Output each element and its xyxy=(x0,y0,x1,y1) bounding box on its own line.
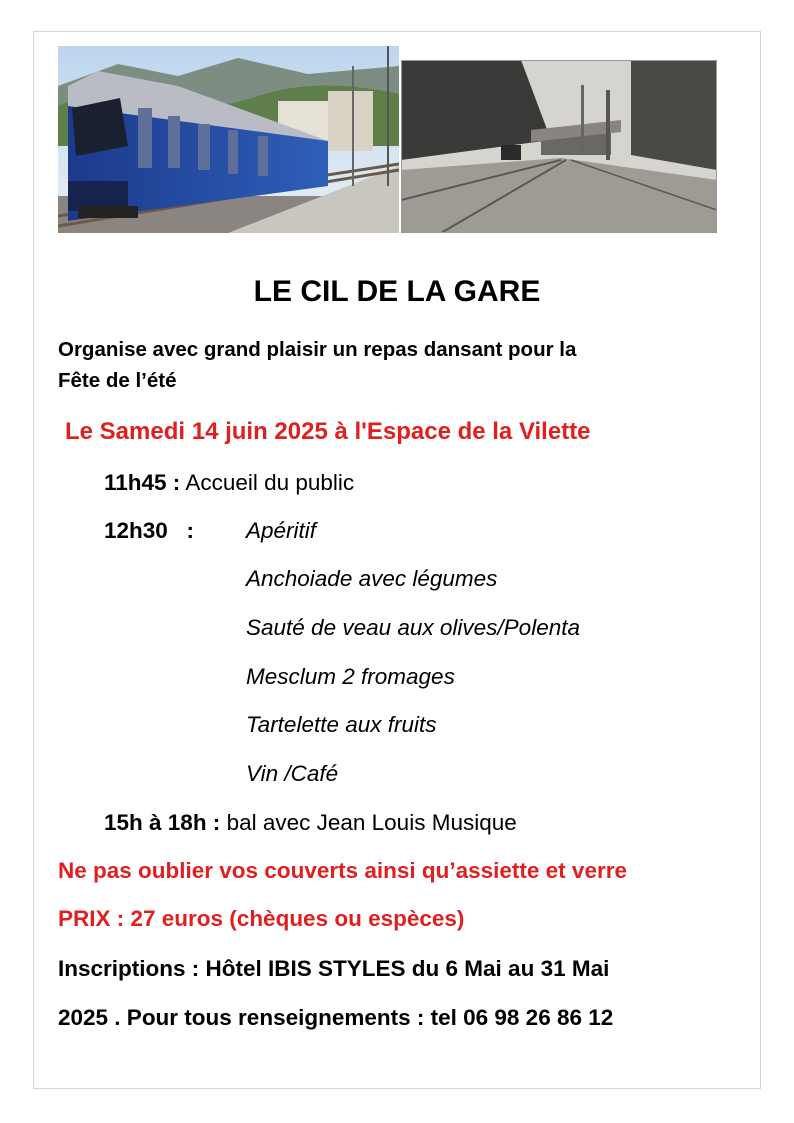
menu-item: Vin /Café xyxy=(246,761,339,786)
intro-line-1: Organise avec grand plaisir un repas dansant pour la xyxy=(58,338,577,361)
ball-time: 15h à 18h : xyxy=(104,810,221,835)
reminder-note: Ne pas oublier vos couverts ainsi qu’assiette et verre xyxy=(58,858,627,883)
schedule-ball xyxy=(104,810,517,836)
registration-line-1: Inscriptions : Hôtel IBIS STYLES du 6 Mai au 31 Mai xyxy=(58,956,610,981)
menu-item: Sauté de veau aux olives/Polenta xyxy=(246,615,580,640)
menu-item: Tartelette aux fruits xyxy=(246,712,437,737)
page-title: LE CIL DE LA GARE xyxy=(253,275,541,308)
schedule-welcome xyxy=(104,470,354,496)
welcome-text: Accueil du public xyxy=(180,470,355,495)
ball-text: bal avec Jean Louis Musique xyxy=(220,810,517,835)
intro-line-2: Fête de l’été xyxy=(58,369,177,392)
price-info: PRIX : 27 euros (chèques ou espèces) xyxy=(58,906,465,931)
train-photo xyxy=(58,46,399,233)
registration-line-2: 2025 . Pour tous renseignements : tel 06 98 26 86 12 xyxy=(58,1005,614,1030)
meal-time-label: 12h30 : xyxy=(104,518,195,543)
welcome-time: 11h45 : xyxy=(104,470,181,495)
old-station-photo xyxy=(401,60,717,233)
meal-time xyxy=(104,518,194,544)
event-date: Le Samedi 14 juin 2025 à l'Espace de la Vilette xyxy=(65,418,591,445)
menu-item: Mesclum 2 fromages xyxy=(246,664,455,689)
menu-item: Anchoiade avec légumes xyxy=(246,566,498,591)
menu-item: Apéritif xyxy=(246,518,317,543)
